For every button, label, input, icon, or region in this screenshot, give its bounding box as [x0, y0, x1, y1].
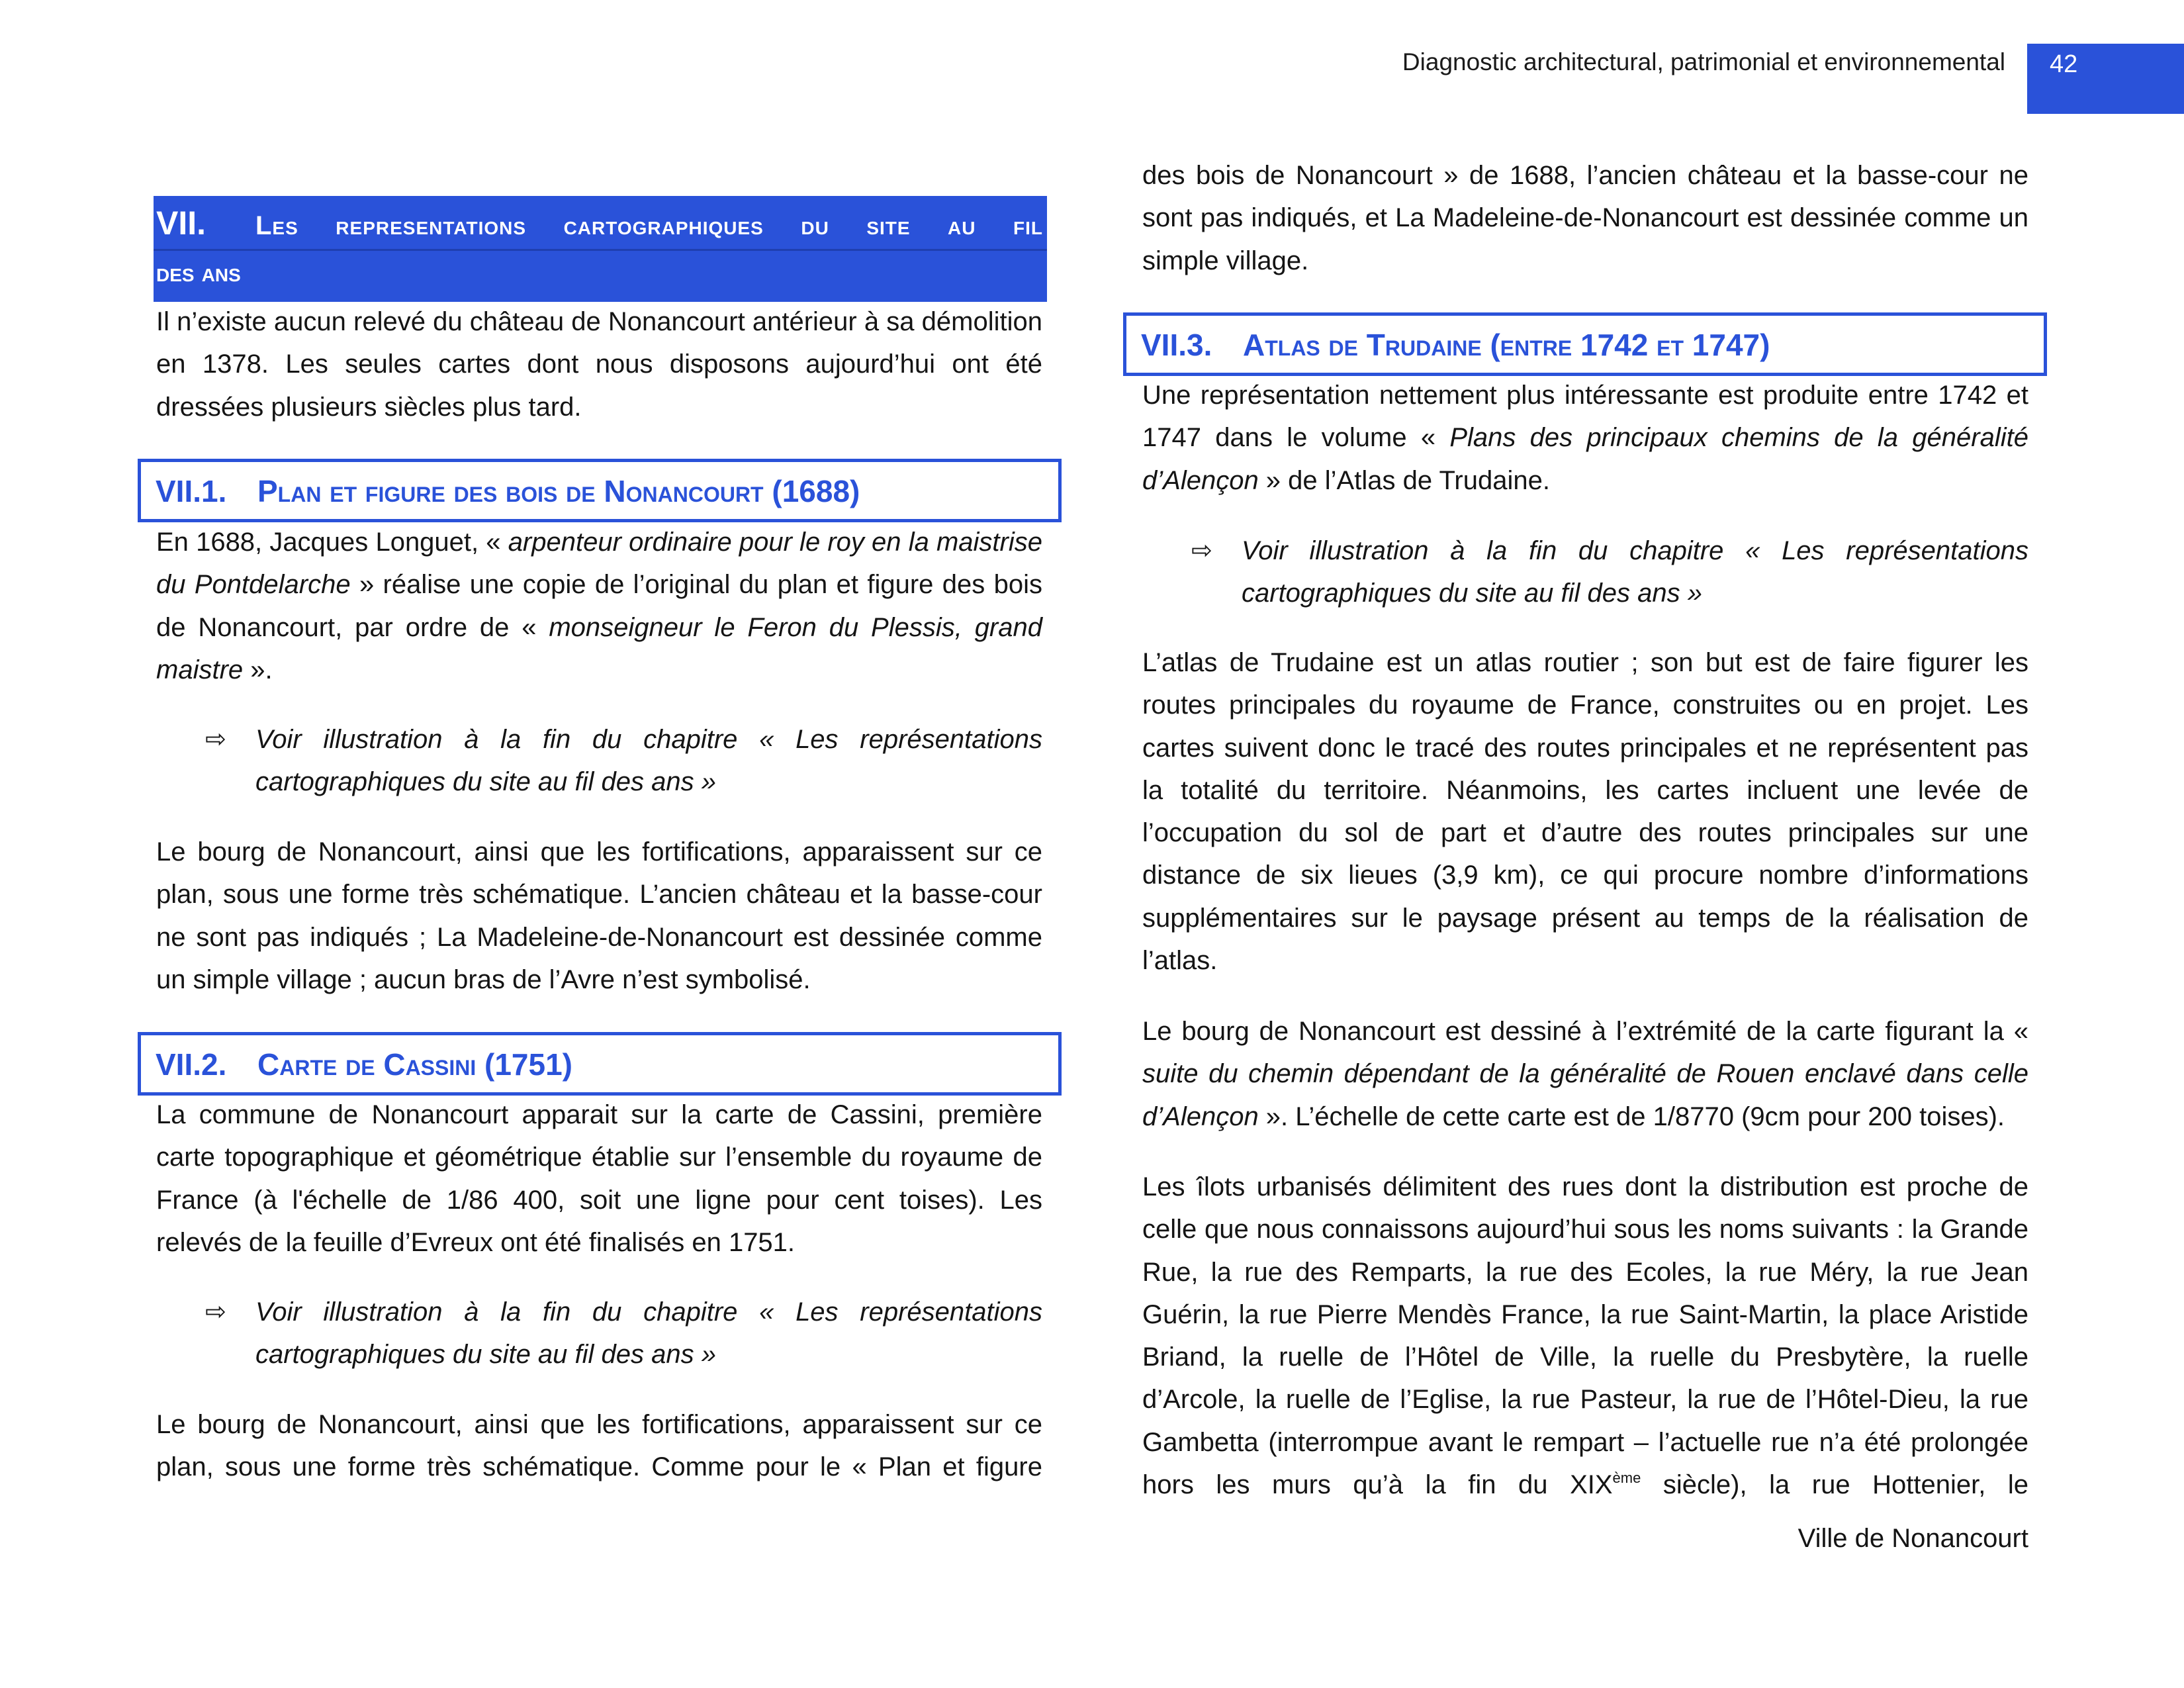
section3-paragraph1 — [1142, 374, 2028, 502]
section3-paragraph2: L’atlas de Trudaine est un atlas routier ; son but est de faire figurer les routes principales du royaume de France, construites ou en projet. Les cartes suivent donc le tracé des routes principales et ne représentent pas la totalité du territoire. Néanmoins, les cartes incluent une levée de l’occupation du sol de part et d’autre des routes principales sur une distance de six lieues (3,9 km), ce qui procure nombre d’informations supplémentaires sur le paysage présent au temps de la réalisation de l’atlas. — [1142, 648, 2028, 976]
section-number: VII.2. — [156, 1047, 227, 1082]
section-number: VII.3. — [1141, 328, 1212, 362]
quote-italic: monseigneur le Feron du Plessis, grand maistre — [156, 612, 1042, 684]
section3-paragraph4 — [1142, 1166, 2028, 1506]
page-number: 42 — [2027, 44, 2184, 114]
text-run: En 1688, Jacques Longuet, « — [156, 528, 508, 557]
text-run: ». — [243, 655, 273, 684]
section2-paragraph1: La commune de Nonancourt apparait sur la carte de Cassini, première carte topographique et géométrique établie sur l’ensemble du royaume de France (à l'échelle de 1/86 400, soit une ligne pour cent toises). Les relevés de la feuille d’Evreux ont été finalisés en 1751. — [156, 1100, 1042, 1257]
arrow-right-outline-icon: ⇨ — [1191, 537, 1212, 565]
chapter-title-line1: Les representations cartographiques du site au fil — [255, 211, 1043, 240]
section-title: Plan et figure des bois de Nonancourt (1688) — [257, 474, 860, 508]
text-run: » réalise une copie de l’original du plan et figure des bois de Nonancourt, par ordre de « — [156, 570, 1043, 642]
chapter-number: VII. — [156, 205, 206, 242]
arrow-right-outline-icon: ⇨ — [205, 1298, 226, 1326]
text-run: Les îlots urbanisés délimitent des rues dont la distribution est proche de celle que nous connaissons aujourd’hui sous les noms suivants : la Grande Rue, la rue des Remparts, la rue des Ecoles, la rue Méry, la rue Jean Guérin, la rue Pierre Mendès France, la rue Saint-Martin, la place Aristide Briand, la ruelle de l’Hôtel de Ville, la ruelle du Presbytère, la ruelle d’Arcole, la ruelle de l’Eglise, la rue Pasteur, la rue de l’Hôtel-Dieu, la rue Gambetta (interrompue avant le rempart – l’actuelle rue n’a été prolongée hors les murs qu’à la fin du XIX — [1142, 1172, 2028, 1500]
quote-italic: arpenteur ordinaire pour le roy en la maistrise du Pontdelarche — [156, 528, 1042, 600]
chapter-heading — [154, 196, 1047, 302]
section1-see-illustration: Voir illustration à la fin du chapitre « Les représentations cartographiques du site au fil des ans » — [255, 725, 1042, 797]
section2-paragraph2-continued: des bois de Nonancourt » de 1688, l’ancien château et la basse-cour ne sont pas indiqués, et La Madeleine-de-Nonancourt est dessinée comme un simple village. — [1142, 161, 2028, 275]
section1-paragraph2: Le bourg de Nonancourt, ainsi que les fortifications, apparaissent sur ce plan, sous une forme très schématique. L’ancien château et la basse-cour ne sont pas indiqués ; La Madeleine-de-Nonancourt est dessinée comme un simple village ; aucun bras de l’Avre n’est symbolisé. — [156, 837, 1042, 994]
text-run: ». L’échelle de cette carte est de 1/8770 (9cm pour 200 toises). — [1258, 1102, 2005, 1131]
section2-paragraph2: Le bourg de Nonancourt, ainsi que les fortifications, apparaissent sur ce plan, sous une forme très schématique. Comme pour le « Plan et figure — [156, 1410, 1042, 1482]
quote-italic: suite du chemin dépendant de la généralité de Rouen enclavé dans celle d’Alençon — [1142, 1059, 2028, 1131]
section3-see-illustration: Voir illustration à la fin du chapitre « Les représentations cartographiques du site au fil des ans » — [1242, 536, 2028, 608]
section-heading-vii1 — [138, 459, 1062, 522]
chapter-title-line2: des ans — [156, 258, 241, 287]
section1-paragraph1 — [156, 521, 1042, 691]
intro-paragraph: Il n’existe aucun relevé du château de Nonancourt antérieur à sa démolition en 1378. Les seules cartes dont nous disposons aujourd’hui ont été dressées plusieurs siècles plus tard. — [156, 307, 1042, 422]
section-title: Carte de Cassini (1751) — [257, 1047, 572, 1082]
section-heading-vii3 — [1123, 312, 2047, 376]
section-title: Atlas de Trudaine (entre 1742 et 1747) — [1243, 328, 1770, 362]
text-run: Une représentation nettement plus intéressante est produite entre 1742 et 1747 dans le volume « — [1142, 381, 2028, 453]
arrow-right-outline-icon: ⇨ — [205, 726, 226, 753]
superscript: ème — [1612, 1470, 1641, 1487]
running-header: Diagnostic architectural, patrimonial et environnemental — [1402, 48, 2005, 75]
section-heading-vii2 — [138, 1032, 1062, 1096]
section2-see-illustration: Voir illustration à la fin du chapitre « Les représentations cartographiques du site au fil des ans » — [255, 1297, 1042, 1370]
chapter-divider — [154, 249, 1047, 251]
page-footer: Ville de Nonancourt — [1797, 1524, 2028, 1553]
text-run: Le bourg de Nonancourt est dessiné à l’extrémité de la carte figurant la « — [1142, 1017, 2028, 1046]
text-run: » de l’Atlas de Trudaine. — [1258, 465, 1550, 495]
section3-paragraph3 — [1142, 1010, 2028, 1138]
section-number: VII.1. — [156, 474, 227, 508]
quote-italic: Plans des principaux chemins de la généralité d’Alençon — [1142, 423, 2028, 495]
text-run: siècle), la rue Hottenier, le — [1641, 1470, 2029, 1500]
